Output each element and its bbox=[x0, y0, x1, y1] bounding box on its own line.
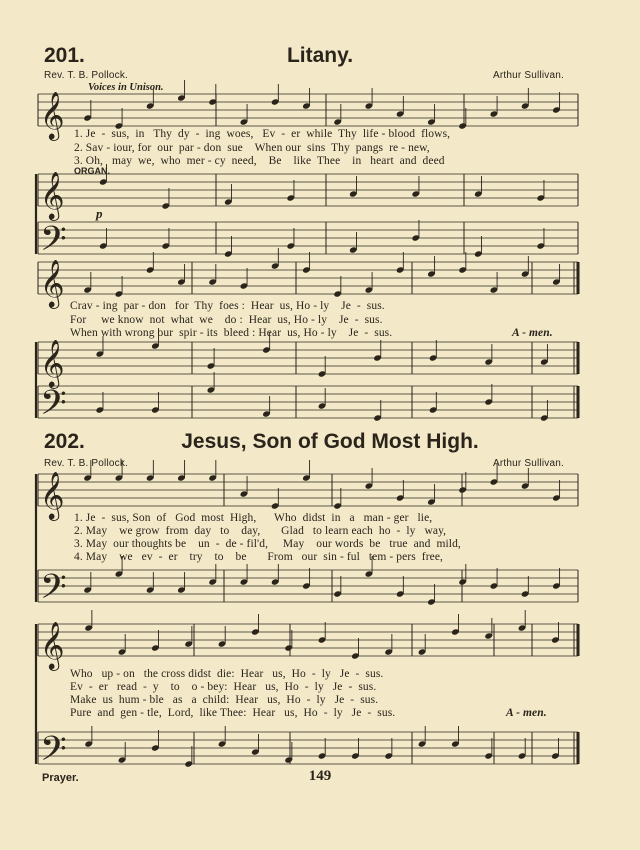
clef-glyph: 𝄢 bbox=[40, 728, 67, 777]
hymn-201-composer: Arthur Sullivan. bbox=[492, 70, 564, 81]
hymn-202-title: Jesus, Son of God Most High. bbox=[181, 430, 479, 453]
clef-glyph: 𝄢 bbox=[40, 566, 67, 615]
footer-category: Prayer. bbox=[42, 772, 79, 784]
hymn-202-author: Rev. T. B. Pollock. bbox=[44, 458, 129, 469]
lyric-line: 1. Je - sus, Son of God most High, Who didst in a man - ger lie, bbox=[74, 512, 433, 524]
clef-glyph: 𝄞 bbox=[40, 470, 65, 519]
voices-direction: Voices in Unison. bbox=[88, 82, 164, 93]
clef-glyph: 𝄞 bbox=[40, 338, 65, 387]
lyric-line: Who up - on the cross didst die: Hear us, Ho - ly Je - sus. bbox=[70, 668, 384, 680]
clef-glyph: 𝄞 bbox=[40, 90, 65, 139]
lyric-line: For we know not what we do : Hear us, Ho - ly Je - sus. bbox=[70, 314, 383, 326]
lyric-line: Ev - er read - y to o - bey: Hear us, Ho - ly Je - sus. bbox=[70, 681, 377, 693]
lyric-line: 3. Oh, may we, who mer - cy need, Be like Thee in heart and deed bbox=[74, 155, 445, 167]
hymn-201-title: Litany. bbox=[286, 44, 354, 67]
lyric-line: When with wrong our spir - its bleed : Hear us, Ho - ly Je - sus. bbox=[70, 327, 393, 339]
lyric-line: Pure and gen - tle, Lord, like Thee: Hear us, Ho - ly Je - sus. bbox=[70, 707, 396, 719]
lyric-line: 2. May we grow from day to day, Glad to learn each ho - ly way, bbox=[74, 525, 447, 537]
lyric-line: 2. Sav - iour, for our par - don sue When our sins Thy pangs re - new, bbox=[74, 142, 430, 154]
lyric-line: Crav - ing par - don for Thy foes : Hear us, Ho - ly Je - sus. bbox=[70, 300, 385, 312]
lyric-line: 1. Je - sus, in Thy dy - ing woes, Ev - er while Thy life - blood flows, bbox=[74, 128, 451, 140]
clef-glyph: 𝄞 bbox=[40, 170, 65, 219]
hymn-201-number: 201. bbox=[44, 44, 85, 67]
hymn-202-number: 202. bbox=[44, 430, 85, 453]
clef-glyph: 𝄢 bbox=[40, 218, 67, 267]
clef-glyph: 𝄢 bbox=[40, 382, 67, 431]
clef-glyph: 𝄞 bbox=[40, 258, 65, 307]
lyric-line: 4. May we ev - er try to be From our sin - ful tem - pers free, bbox=[74, 551, 444, 563]
lyric-line: 3. May our thoughts be un - de - fil'd, May our words be true and mild, bbox=[74, 538, 461, 550]
lyric-line: Make us hum - ble as a child: Hear us, Ho - ly Je - sus. bbox=[70, 694, 379, 706]
amen-label: A - men. bbox=[512, 327, 553, 339]
amen-label: A - men. bbox=[506, 707, 547, 719]
organ-label: ORGAN. bbox=[74, 166, 110, 176]
hymn-202-composer: Arthur Sullivan. bbox=[492, 458, 564, 469]
hymn-201-author: Rev. T. B. Pollock. bbox=[44, 70, 129, 81]
page-number: 149 bbox=[308, 768, 332, 784]
dynamic-mark: p bbox=[96, 206, 103, 221]
clef-glyph: 𝄞 bbox=[40, 620, 65, 669]
